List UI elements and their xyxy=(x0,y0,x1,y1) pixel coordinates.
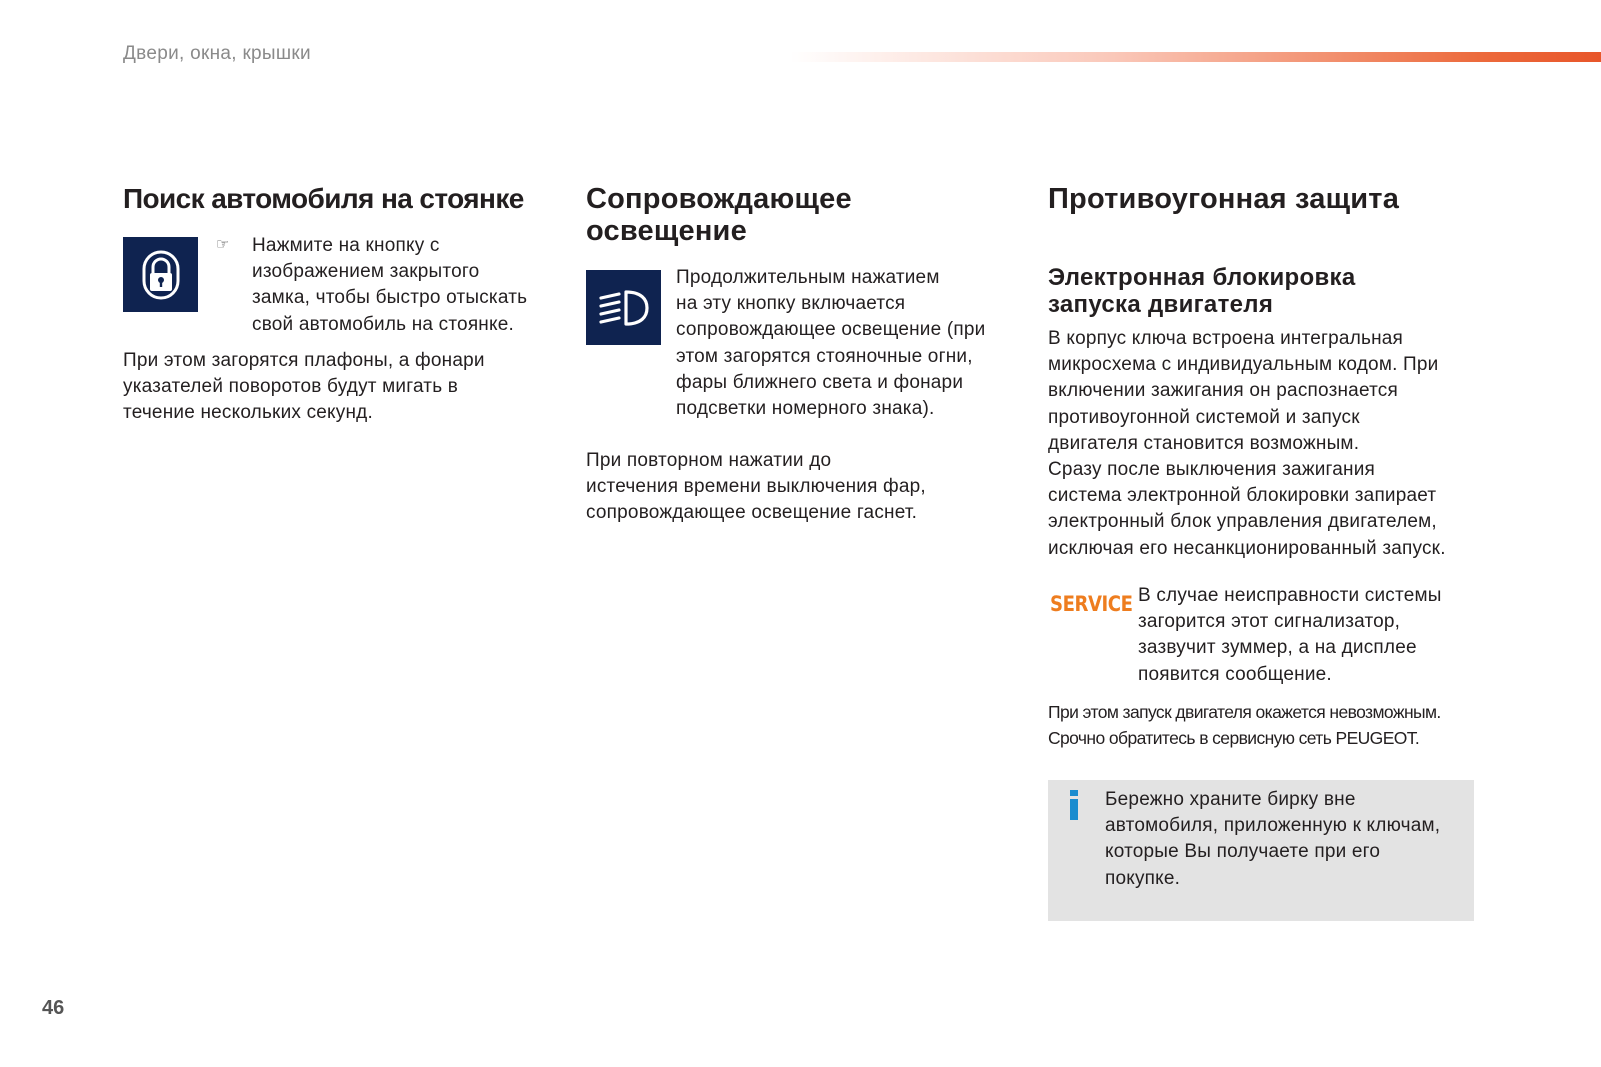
page-number: 46 xyxy=(42,997,65,1019)
bullet-symbol: ☞ xyxy=(216,235,230,253)
text-line: Бережно храните бирку вне xyxy=(1105,789,1356,810)
text-line: зазвучит зуммер, а на дисплее xyxy=(1138,637,1417,659)
text-line: которые Вы получаете при его xyxy=(1105,841,1381,863)
text-line: появится сообщение. xyxy=(1138,663,1332,685)
info-callout xyxy=(1048,780,1474,921)
text-line: подсветки номерного знака). xyxy=(676,398,935,420)
header-accent-bar xyxy=(790,52,1601,62)
info-icon xyxy=(1067,789,1081,821)
follow-me-description xyxy=(586,448,1016,527)
text-line: двигателя становится возможным. xyxy=(1048,432,1360,454)
text-line: изображением закрытого xyxy=(252,261,480,283)
service-note xyxy=(1048,699,1488,751)
text-line: фары ближнего света и фонари xyxy=(676,371,964,393)
text-line: В случае неисправности системы xyxy=(1138,585,1442,606)
text-line: сопровождающее освещение (при xyxy=(676,319,986,341)
column-find-car xyxy=(123,183,553,215)
section-title: Двери, окна, крышки xyxy=(123,43,311,64)
info-text xyxy=(1105,787,1470,892)
column-follow-me-lighting xyxy=(586,183,1016,247)
find-car-instruction xyxy=(252,233,562,338)
text-line: автомобиля, приложенную к ключам, xyxy=(1105,815,1441,837)
text-line: исключая его несанкционированный запуск. xyxy=(1048,537,1446,559)
text-line: указателей поворотов будут мигать в xyxy=(123,376,459,398)
find-car-heading: Поиск автомобиля на стоянке xyxy=(123,183,524,214)
headlamp-icon xyxy=(595,286,653,330)
subheading-line: запуска двигателя xyxy=(1048,291,1274,318)
follow-me-heading-line-2: освещение xyxy=(586,215,747,247)
column-anti-theft xyxy=(1048,183,1488,215)
text-line: загорится этот сигнализатор, xyxy=(1138,611,1401,633)
service-warning-icon: SERVICE xyxy=(1050,592,1133,616)
text-line: на эту кнопку включается xyxy=(676,293,906,315)
text-line: При этом запуск двигателя окажется невозможным. xyxy=(1048,702,1441,722)
text-line: Срочно обратитесь в сервисную сеть PEUGEOT. xyxy=(1048,728,1420,748)
lock-button-icon-box xyxy=(123,237,198,312)
text-line: включении зажигания он распознается xyxy=(1048,380,1398,402)
text-line: течение нескольких секунд. xyxy=(123,402,373,424)
text-line: этом загорятся стояночные огни, xyxy=(676,345,973,367)
immobiliser-subheading xyxy=(1048,264,1488,318)
text-line: электронный блок управления двигателем, xyxy=(1048,511,1437,533)
follow-me-heading-line-1: Сопровождающее xyxy=(586,183,852,215)
text-line: В корпус ключа встроена интегральная xyxy=(1048,328,1404,349)
text-line: истечения времени выключения фар, xyxy=(586,476,926,498)
locked-padlock-icon xyxy=(139,248,183,302)
text-line: противоугонной системой и запуск xyxy=(1048,406,1360,428)
text-line: Сразу после выключения зажигания xyxy=(1048,459,1376,481)
text-line: система электронной блокировки запирает xyxy=(1048,485,1437,507)
text-line: При повторном нажатии до xyxy=(586,450,832,471)
text-line: замка, чтобы быстро отыскать xyxy=(252,287,528,309)
service-warning-text xyxy=(1138,583,1488,688)
anti-theft-heading: Противоугонная защита xyxy=(1048,183,1400,215)
text-line: свой автомобиль на стоянке. xyxy=(252,313,514,335)
text-line: микросхема с индивидуальным кодом. При xyxy=(1048,354,1439,376)
text-line: сопровождающее освещение гаснет. xyxy=(586,502,918,524)
text-line: При этом загорятся плафоны, а фонари xyxy=(123,350,485,371)
headlamp-button-icon-box xyxy=(586,270,661,345)
follow-me-instruction xyxy=(676,265,1016,422)
immobiliser-description xyxy=(1048,326,1493,562)
text-line: Продолжительным нажатием xyxy=(676,267,940,288)
subheading-line: Электронная блокировка xyxy=(1048,264,1356,291)
text-line: покупке. xyxy=(1105,867,1181,889)
find-car-description xyxy=(123,348,563,427)
text-line: Нажмите на кнопку с xyxy=(252,235,440,256)
